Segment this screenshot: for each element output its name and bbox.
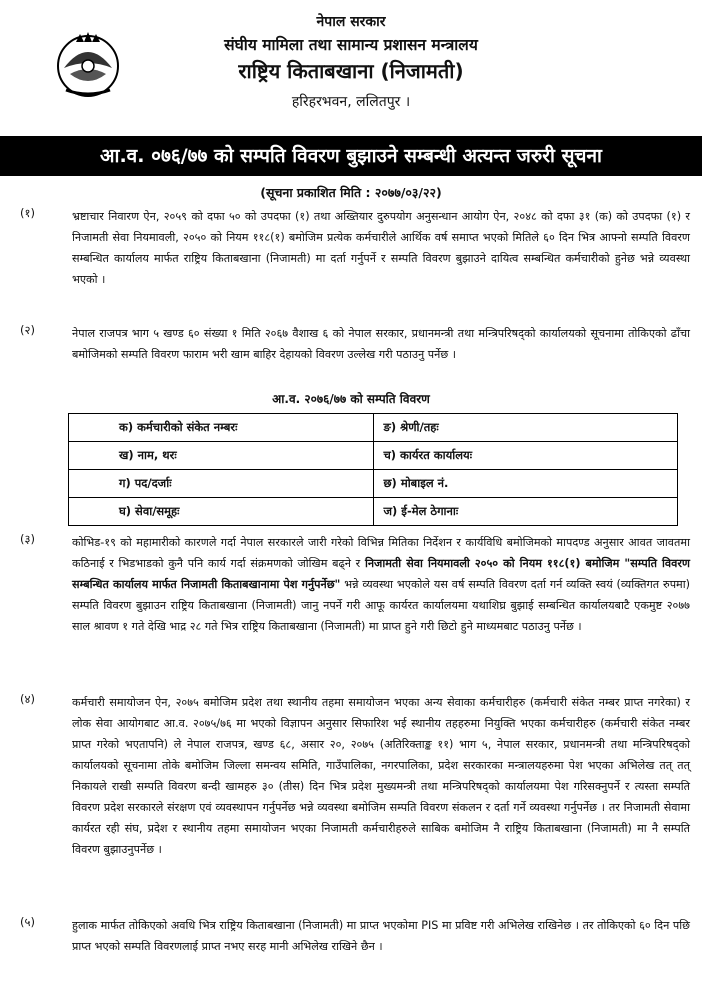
table-row	[69, 442, 678, 470]
letterhead	[0, 0, 702, 130]
paragraph-number: (५)	[20, 915, 35, 929]
office-name: राष्ट्रिय किताबखाना (निजामती)	[238, 59, 464, 83]
publish-date: (सूचना प्रकाशित मिति : २०७७/०३/२२)	[260, 185, 442, 200]
paragraph-text-part: कोभिड-१९ को महामारीको कारणले गर्दा नेपाल सरकारले जारी गरेको विभिन्न मितिका निर्देशन र कार्यविधि बमोजिमको मापदण्ड अनुसार आवत जावतमा कठिनाई र भिडभाडको कुनै पनि कार्य गर्दा संक्रमणको जोखिम बढ्ने र	[72, 536, 690, 570]
notice-title: आ.व. ०७६/७७ को सम्पति विवरण बुझाउने सम्बन्धी अत्यन्त जरुरी सूचना	[0, 136, 702, 176]
govt-name: नेपाल सरकार	[316, 14, 386, 30]
table-row	[69, 498, 678, 526]
ministry-name: संघीय मामिला तथा सामान्य प्रशासन मन्त्रालय	[224, 36, 478, 54]
paragraph-text-bold: निजामती सेवा नियमावली २०५० को नियम ११८(१) बमोजिम "सम्पति विवरण सम्बन्धित कार्यालय मार्फत निजामती किताबखानामा पेश गर्नुपर्नेछ"	[72, 557, 691, 591]
paragraph-3	[20, 532, 690, 637]
paragraph-text: नेपाल राजपत्र भाग ५ खण्ड ६० संख्या १ मिति २०६७ वैशाख ६ को नेपाल सरकार, प्रधानमन्त्री तथा मन्त्रिपरिषद्को कार्यालयको सूचनामा तोकिएको ढाँचा बमोजिमको सम्पति विवरण फाराम भरी खाम बाहिर देहायको विवरण उल्लेख गरी पठाउनु पर्नेछ ।	[72, 327, 690, 361]
table-cell: ख) नाम, थरः	[69, 442, 374, 470]
table-cell: ग) पद/दर्जाः	[69, 470, 374, 498]
paragraph-2	[20, 323, 690, 365]
office-address: हरिहरभवन, ललितपुर ।	[291, 94, 411, 110]
paragraph-5	[20, 915, 690, 957]
paragraph-text	[72, 532, 690, 637]
table-row	[69, 414, 678, 442]
paragraph-text-part: भन्ने व्यवस्था भएकोले यस वर्ष सम्पति विवरण दर्ता गर्न व्यक्ति स्वयं (व्यक्तिगत रुपमा) सम्पति विवरण बुझाउन राष्ट्रिय किताबखाना (निजामती) जानु नपर्ने गरी आफू कार्यरत कार्यालयमा यथाशिघ्र बुझाई सम्बन्धित कार्यालयबाटै एकमुष्ट २०७७ साल श्रावण १ गते देखि भाद्र २८ गते भित्र राष्ट्रिय किताबखाना (निजामती) मा प्राप्त हुने गरी छिटो हुने माध्यमबाट पठाउनु पर्नेछ ।	[72, 578, 690, 633]
paragraph-number: (२)	[20, 323, 35, 337]
asset-details-table	[68, 413, 678, 526]
paragraph-number: (४)	[20, 692, 35, 706]
paragraph-1	[20, 206, 690, 290]
paragraph-4	[20, 692, 690, 860]
table-cell: छ) मोबाइल नं.	[373, 470, 678, 498]
table-cell: ज) ई-मेल ठेगानाः	[373, 498, 678, 526]
table-title: आ.व. २०७६/७७ को सम्पति विवरण	[272, 392, 430, 406]
paragraph-text: हुलाक मार्फत तोकिएको अवधि भित्र राष्ट्रिय किताबखाना (निजामती) मा प्राप्त भएकोमा PIS मा प्रविष्ट गरी अभिलेख राखिनेछ । तर तोकिएको ६० दिन पछि प्राप्त भएको सम्पति विवरणलाई प्राप्त नभए सरह मानी अभिलेख राखिने छैन ।	[72, 919, 690, 953]
table-cell: क) कर्मचारीको संकेत नम्बरः	[69, 414, 374, 442]
paragraph-text: भ्रष्टाचार निवारण ऐन, २०५९ को दफा ५० को उपदफा (१) तथा अख्तियार दुरुपयोग अनुसन्धान आयोग ऐन, २०४८ को दफा ३१ (क) को उपदफा (१) र निजामती सेवा नियमावली, २०५० को नियम ११८(१) बमोजिम प्रत्येक कर्मचारीले आर्थिक वर्ष समाप्त भएको मितिले ६० दिन भित्र आफ्नो सम्पति विवरण सम्बन्धित कार्यालय मार्फत राष्ट्रिय किताबखाना (निजामती) मा दर्ता गर्नुपर्ने र सम्पति विवरण बुझाउने दायित्व सम्बन्धित कर्मचारीको हुनेछ भन्ने व्यवस्था भएको ।	[72, 210, 690, 286]
paragraph-number: (३)	[20, 532, 35, 546]
paragraph-text: कर्मचारी समायोजन ऐन, २०७५ बमोजिम प्रदेश तथा स्थानीय तहमा समायोजन भएका अन्य सेवाका कर्मचारीहरु (कर्मचारी संकेत नम्बर प्राप्त नगरेका) र लोक सेवा आयोगबाट आ.व. २०७५/७६ मा भएको विज्ञापन अनुसार सिफारिश भई स्थानीय तहहरुमा नियुक्ति भएका कर्मचारीहरु (कर्मचारी संकेत नम्बर प्राप्त गरेको भएतापनि) ले नेपाल राजपत्र, खण्ड ६८, असार २०, २०७५ (अतिरिक्ताङ्क ११) भाग ५, नेपाल सरकार, प्रधानमन्त्री तथा मन्त्रिपरिषद्को कार्यालयको सूचनामा तोके बमोजिम जिल्ला समन्वय समिति, गाउँपालिका, नगरपालिका, प्रदेश सरकारका मन्त्रालयहरुमा पेश भएका अभिलेख तत् तत् निकायले राखी सम्पति विवरण बन्दी खामहरु ३० (तीस) दिन भित्र प्रदेश मुख्यमन्त्री तथा मन्त्रिपरिषद्को कार्यालयमा पेश गरिसक्नुपर्ने र त्यस्ता सम्पति विवरण प्रदेश सरकारले संरक्षण एवं व्यवस्थापन गर्नुपर्नेछ भन्ने व्यवस्था बमोजिम सम्पति विवरण संकलन र दर्ता गर्ने व्यवस्था गर्नुपर्नेछ । तर निजामती सेवामा कार्यरत रही संघ, प्रदेश र स्थानीय तहमा समायोजन भएका निजामती कर्मचारीहरुले साबिक बमोजिम नै राष्ट्रिय किताबखाना (निजामती) मा नै सम्पति विवरण बुझाउनुपर्नेछ ।	[72, 696, 690, 856]
table-cell: च) कार्यरत कार्यालयः	[373, 442, 678, 470]
table-cell: ङ) श्रेणी/तहः	[373, 414, 678, 442]
paragraph-number: (१)	[20, 206, 35, 220]
table-row	[69, 470, 678, 498]
table-cell: घ) सेवा/समूहः	[69, 498, 374, 526]
